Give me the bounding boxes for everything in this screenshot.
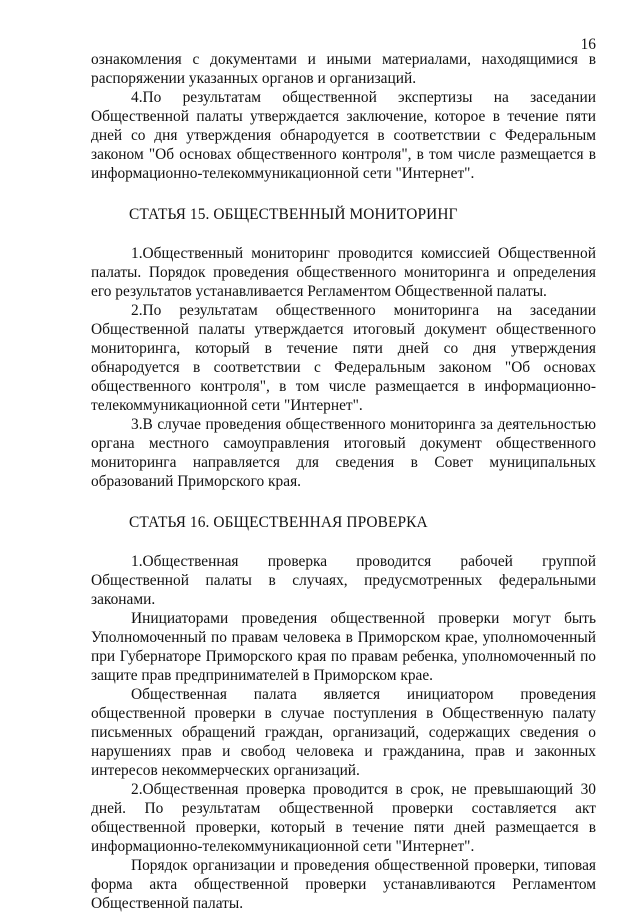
document-body [91,50,596,913]
paragraph: 4.По результатам общественной экспертизы на заседании Общественной палаты утверждается заключение, которое в течение пяти дней со дня утверждения обнародуется в соответствии с Федеральным законом "Об основах общественного контроля", в том числе размещается в информационно-телекоммуникационной сети "Интернет". [91,89,596,182]
paragraph: Порядок организации и проведения общественной проверки, типовая форма акта общественной проверки устанавливаются Регламентом Общественной палаты. [91,857,596,912]
article-16-heading: СТАТЬЯ 16. ОБЩЕСТВЕННАЯ ПРОВЕРКА [129,514,428,531]
paragraph: 2.По результатам общественного мониторинга на заседании Общественной палаты утверждается итоговый документ общественного мониторинга, который в течение пяти дней со дня утверждения обнародуется в соответствии с Федеральным законом "Об основах общественного контроля", в том числе размещается в информационно-телекоммуникационной сети "Интернет". [91,302,596,414]
article-15-heading: СТАТЬЯ 15. ОБЩЕСТВЕННЫЙ МОНИТОРИНГ [129,206,458,223]
paragraph: 1.Общественная проверка проводится рабочей группой Общественной палаты в случаях, предусмотренных федеральными законами. [91,553,596,608]
page-number: 16 [580,36,596,53]
paragraph: 2.Общественная проверка проводится в срок, не превышающий 30 дней. По результатам общественной проверки составляется акт общественной проверки, который в течение пяти дней размещается в информационно-телекоммуникационной сети "Интернет". [91,781,596,855]
paragraph: ознакомления с документами и иными материалами, находящимися в распоряжении указанных органов и организаций. [91,51,596,87]
paragraph: Общественная палата является инициатором проведения общественной проверки в случае поступления в Общественную палату письменных обращений граждан, организаций, содержащих сведения о нарушениях прав и свобод человека и гражданина, прав и законных интересов некоммерческих организаций. [91,686,596,779]
paragraph: Инициаторами проведения общественной проверки могут быть Уполномоченный по правам человека в Приморском крае, уполномоченный при Губернаторе Приморского края по правам ребенка, уполномоченный по защите прав предпринимателей в Приморском крае. [91,610,596,684]
paragraph: 1.Общественный мониторинг проводится комиссией Общественной палаты. Порядок проведения общественного мониторинга и определения его результатов устанавливается Регламентом Общественной палаты. [91,245,596,300]
paragraph: 3.В случае проведения общественного мониторинга за деятельностью органа местного самоуправления итоговый документ общественного мониторинга направляется для сведения в Совет муниципальных образований Приморского края. [91,416,596,490]
